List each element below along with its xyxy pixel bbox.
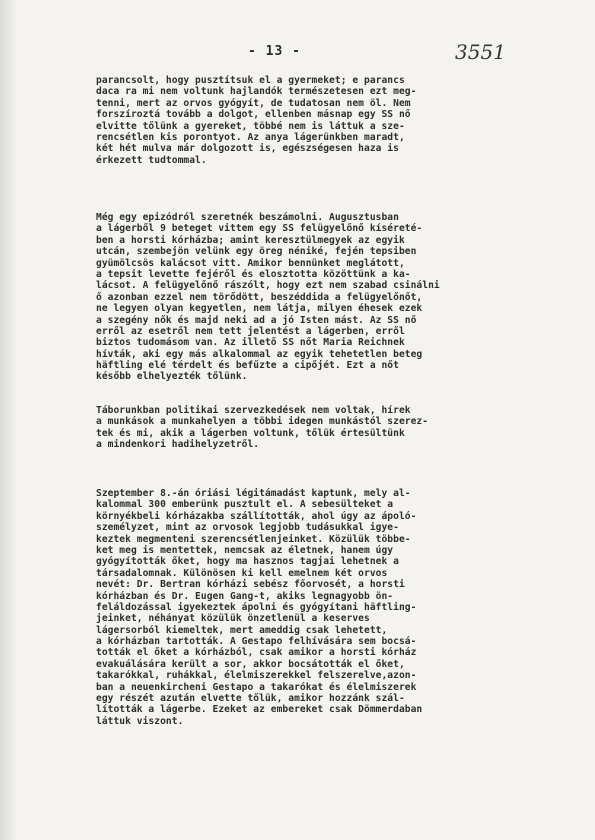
text-line: személyzet, mint az orvosok legjobb tudásukkal igye- xyxy=(96,522,399,534)
scan-edge-shadow xyxy=(0,0,18,840)
text-line: a lágerből 9 beteget vittem egy SS felügyelőnő kíséreté- xyxy=(96,223,423,235)
text-line: parancsolt, hogy pusztítsuk el a gyermeket; e parancs xyxy=(96,75,405,86)
text-line: a mindenkori hadihelyzetről. xyxy=(96,439,260,451)
text-line: lágersorból kiemeltek, mert ameddig csak lehetett, xyxy=(96,624,388,636)
text-line: rencsétlen kis porontyot. Az anya lágerünkben maradt, xyxy=(96,131,405,143)
text-line: häftling elé térdelt és befűzte a cipőjét. Ezt a nőt xyxy=(96,360,399,372)
text-line: Táborunkban politikai szervezkedések nem voltak, hírek xyxy=(96,405,411,416)
handwritten-archive-number: 3551 xyxy=(455,40,506,64)
text-line: gyógyították őket, hogy ma hasznos tagjai lehetnek a xyxy=(96,556,399,568)
text-line: gyümölcsös kalácsot vitt. Amikor bennünket meglátott, xyxy=(96,257,405,269)
text-line: később elhelyezték tőlünk. xyxy=(96,371,248,383)
text-line: hívták, aki egy más alkalommal az egyik tehetetlen beteg xyxy=(96,348,423,360)
text-line: jeinket, néhányat közülük önzetlenül a keserves xyxy=(96,613,370,625)
text-line: két hét mulva már dolgozott is, egészségesen haza is xyxy=(96,143,399,155)
paragraph-2 xyxy=(96,212,521,383)
text-line: ban a neuenkircheni Gestapo a takarókat és élelmiszerek xyxy=(96,681,417,693)
paragraph-4 xyxy=(96,488,521,727)
text-line: érkezett tudtommal. xyxy=(96,154,207,166)
text-line: utcán, szembejön velünk egy öreg néniké, fején tepsiben xyxy=(96,246,417,258)
text-line: a kórházban tartották. A Gestapo felhívására sem bocsá- xyxy=(96,636,417,648)
text-line: tották el őket a kórházból, csak amikor a horsti kórház xyxy=(96,647,417,659)
text-line: forszíroztá tovább a dolgot, ellenben másnap egy SS nő xyxy=(96,109,411,121)
paragraph-3 xyxy=(96,405,521,451)
text-line: nevét: Dr. Bertran kórházi sebész főorvosét, a horsti xyxy=(96,579,405,591)
text-line: keztek megmenteni szerencsétlenjeinket. Közülük többe- xyxy=(96,533,411,545)
text-line: a szegény nők és majd neki ad a jó Isten mást. Az SS nő xyxy=(96,314,417,326)
text-line: elvitte tőlünk a gyereket, többé nem is láttuk a sze- xyxy=(96,120,405,132)
text-line: környékbeli kórházakba szállították, ahol úgy az ápoló- xyxy=(96,510,417,522)
text-line: daca ra mi nem voltunk hajlandók természetesen ezt meg- xyxy=(96,86,417,98)
text-line: ben a horsti kórházba; amint keresztülmegyek az egyik xyxy=(96,234,405,246)
text-line: erről az esetről nem tett jelentést a lágerben, erről xyxy=(96,325,405,337)
paragraph-1 xyxy=(96,75,521,166)
text-line: kórházban és Dr. Eugen Gang-t, akiks legnagyobb ön- xyxy=(96,590,394,602)
text-line: a tepsit levette fejéről és elosztotta közöttünk a ka- xyxy=(96,268,411,280)
text-line: tenni, mert az orvos gyógyít, de tudatosan nem öl. Nem xyxy=(96,97,411,109)
text-line: lácsot. A felügyelőnő rászólt, hogy ezt nem szabad csinálni xyxy=(96,280,440,292)
text-line: tek és mi, akik a lágerben voltunk, tőlük értesültünk xyxy=(96,427,405,439)
text-line: biztos tudomásom van. Az illető SS nőt Maria Reichnek xyxy=(96,337,405,349)
text-line: ő azonban ezzel nem törődött, beszéddida a felügyelőnőt, xyxy=(96,291,423,303)
text-line: láttuk viszont. xyxy=(96,715,184,727)
page-number: - 13 - xyxy=(248,44,301,59)
text-line: társadalomnak. Különösen ki kell emelnem két orvos xyxy=(96,567,388,579)
text-line: feláldozással igyekeztek ápolni és gyógyítani häftling- xyxy=(96,601,417,613)
text-line: Szeptember 8.-án óriási légitámadást kaptunk, mely al- xyxy=(96,488,411,499)
text-line: egy részét azután elvette tőlük, amikor hozzánk szál- xyxy=(96,693,405,705)
text-line: kalommal 300 emberünk pusztult el. A sebesülteket a xyxy=(96,499,394,511)
text-line: ket meg is mentettek, nemcsak az életnek, hanem úgy xyxy=(96,544,394,556)
text-line: a munkások a munkahelyen a többi idegen munkástól szerez- xyxy=(96,416,429,428)
text-line: lították a lágerbe. Ezeket az embereket csak Dömmerdaban xyxy=(96,704,423,716)
text-line: evakuálására került a sor, akkor bocsátották el őket, xyxy=(96,658,405,670)
text-line: ne legyen olyan kegyetlen, nem látja, milyen éhesek ezek xyxy=(96,303,423,315)
text-line: Még egy epizódról szeretnék beszámolni. Augusztusban xyxy=(96,212,399,223)
text-line: takarókkal, ruhákkal, élelmiszerekkel felszerelve,azon- xyxy=(96,670,417,682)
